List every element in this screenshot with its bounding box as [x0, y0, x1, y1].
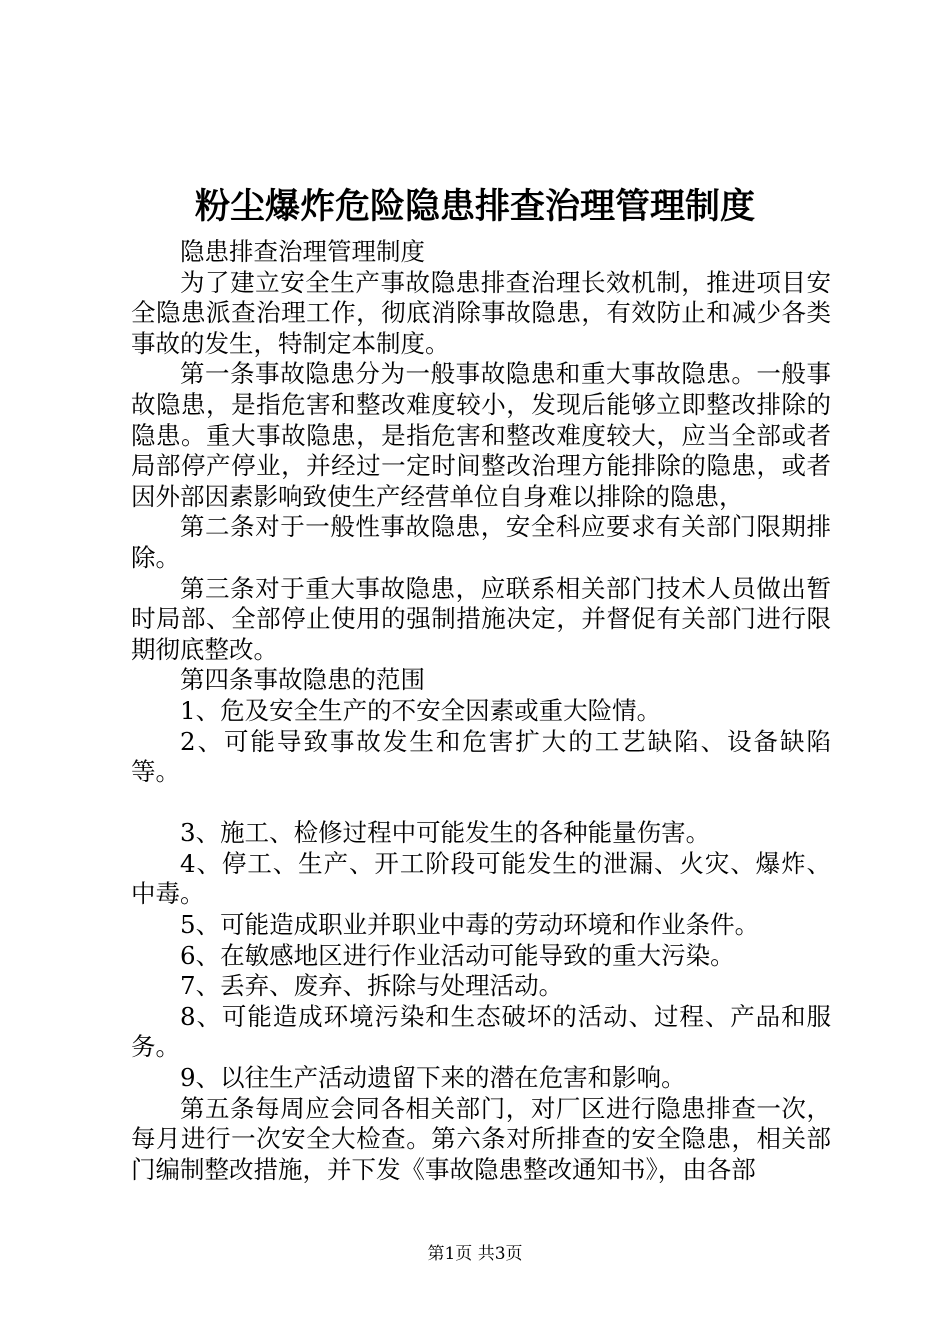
list-item: 7、丢弃、废弃、拆除与处理活动。: [180, 971, 564, 1001]
list-item: 4、停工、生产、开工阶段可能发生的泄漏、火灾、爆炸、中毒。: [131, 848, 831, 909]
list-item: 9、以往生产活动遗留下来的潜在危害和影响。: [180, 1063, 686, 1093]
document-body: [131, 237, 831, 1185]
paragraph: 第一条事故隐患分为一般事故隐患和重大事故隐患。一般事故隐患，是指危害和整改难度较小，发现后能够立即整改排除的隐患。重大事故隐患，是指危害和整改难度较大，应当全部或者局部停产停业，并经过一定时间整改治理方能排除的隐患，或者因外部因素影响致使生产经营单位自身难以排除的隐患，: [131, 359, 831, 511]
list-item: 3、施工、检修过程中可能发生的各种能量伤害。: [180, 818, 711, 848]
paragraph: 为了建立安全生产事故隐患排查治理长效机制，推进项目安全隐患派查治理工作，彻底消除事故隐患，有效防止和减少各类事故的发生，特制定本制度。: [131, 267, 831, 358]
list-item: 1、危及安全生产的不安全因素或重大险情。: [180, 695, 662, 725]
paragraph: 第五条每周应会同各相关部门，对厂区进行隐患排查一次，每月进行一次安全大检查。第六条对所排查的安全隐患，相关部门编制整改措施，并下发《事故隐患整改通知书》，由各部: [131, 1093, 831, 1184]
list-item: 2、可能导致事故发生和危害扩大的工艺缺陷、设备缺陷等。: [131, 726, 831, 787]
document-title: 粉尘爆炸危险隐患排查治理管理制度: [194, 186, 755, 227]
paragraph: 隐患排查治理管理制度: [180, 237, 425, 266]
page-footer: 第1页 共3页: [427, 1244, 523, 1264]
blank-line: [131, 788, 831, 819]
list-item: 5、可能造成职业并职业中毒的劳动环境和作业条件。: [180, 910, 760, 940]
paragraph: 第三条对于重大事故隐患，应联系相关部门技术人员做出暂时局部、全部停止使用的强制措施决定，并督促有关部门进行限期彻底整改。: [131, 573, 831, 664]
list-item: 6、在敏感地区进行作业活动可能导致的重大污染。: [180, 940, 735, 970]
list-item: 8、可能造成环境污染和生态破坏的活动、过程、产品和服务。: [131, 1001, 831, 1062]
paragraph: 第四条事故隐患的范围: [180, 665, 425, 695]
paragraph: 第二条对于一般性事故隐患，安全科应要求有关部门限期排除。: [131, 512, 831, 572]
